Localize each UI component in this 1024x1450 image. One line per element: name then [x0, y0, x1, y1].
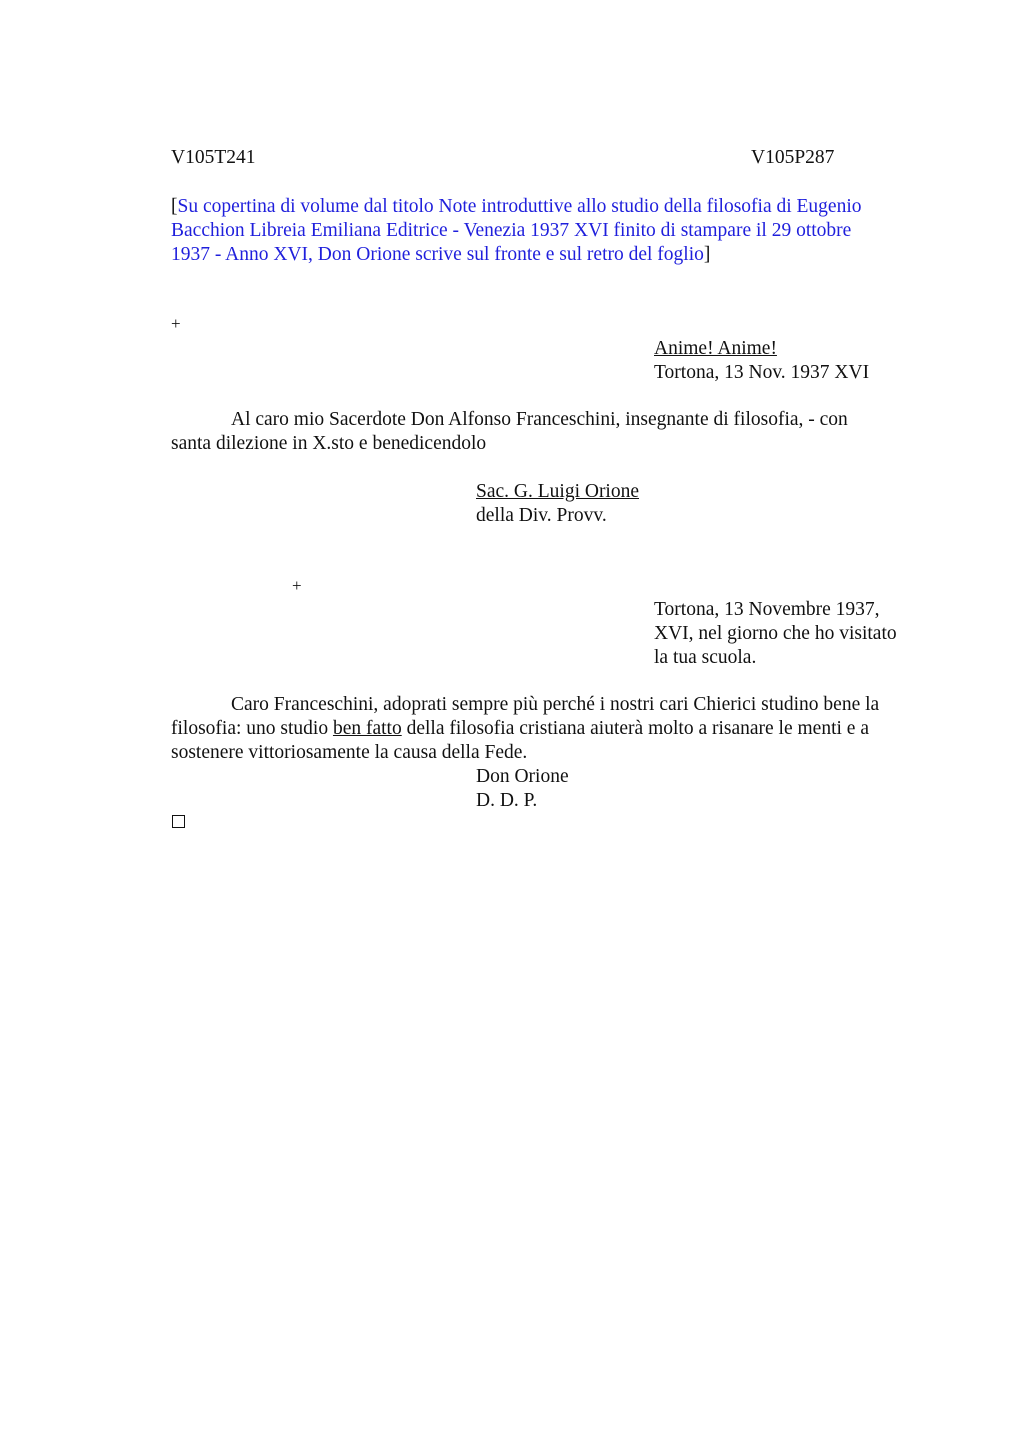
front-date: Tortona, 13 Nov. 1937 XVI: [654, 362, 870, 383]
back-signature: [476, 765, 569, 813]
back-letter-text-1: Caro Franceschini, adoprati sempre più perché i nostri cari Chierici studino bene la: [231, 694, 880, 715]
end-mark-square-icon: [172, 815, 185, 828]
back-date-line-1: Tortona, 13 Novembre 1937,: [654, 599, 880, 620]
front-dedication-line-1: [171, 408, 921, 432]
front-signature: [476, 480, 639, 528]
editor-note-text-1: Su copertina di volume dal titolo Note introduttive allo studio della filosofia di Eugenio: [177, 196, 862, 217]
back-cross: +: [292, 576, 302, 595]
editor-note: [171, 195, 862, 267]
editor-note-line-3: [171, 243, 862, 267]
back-date-line-2: XVI, nel giorno che ho visitato: [654, 623, 897, 644]
back-letter-text-2a: filosofia: uno studio: [171, 718, 333, 739]
editor-note-text-3: 1937 - Anno XVI, Don Orione scrive sul fronte e sul retro del foglio: [171, 244, 704, 265]
back-letter-text-2b: della filosofia cristiana aiuterà molto a risanare le menti e a: [401, 718, 869, 739]
back-letter-line-3: sostenere vittoriosamente la causa della Fede.: [171, 742, 528, 763]
document-code-right: V105P287: [751, 147, 835, 168]
back-heading: [654, 598, 897, 670]
editor-note-close-bracket: ]: [703, 244, 711, 265]
document-code-left: V105T241: [171, 147, 256, 168]
editor-note-line-2: Bacchion Libreia Emiliana Editrice - Venezia 1937 XVI finito di stampare il 29 ottobre: [171, 220, 852, 241]
front-signature-name: Sac. G. Luigi Orione: [476, 481, 640, 502]
front-dedication-text-1: Al caro mio Sacerdote Don Alfonso Franceschini, insegnante di filosofia, - con: [231, 409, 848, 430]
front-dedication: [171, 408, 921, 456]
back-signature-name: Don Orione: [476, 766, 569, 787]
front-cross: +: [171, 314, 181, 333]
editor-note-line-1: [171, 195, 862, 219]
back-letter-line-2: [171, 717, 921, 741]
back-letter-emphasis: ben fatto: [332, 718, 402, 739]
back-signature-initials: D. D. P.: [476, 790, 538, 811]
front-dedication-line-2: santa dilezione in X.sto e benedicendolo: [171, 433, 487, 454]
front-heading: [654, 337, 869, 385]
editor-note-open-bracket: [: [171, 196, 178, 217]
back-letter: [171, 693, 921, 765]
back-date-line-3: la tua scuola.: [654, 647, 757, 668]
back-letter-line-1: [171, 693, 921, 717]
front-motto: Anime! Anime!: [654, 338, 777, 359]
front-signature-title: della Div. Provv.: [476, 505, 607, 526]
